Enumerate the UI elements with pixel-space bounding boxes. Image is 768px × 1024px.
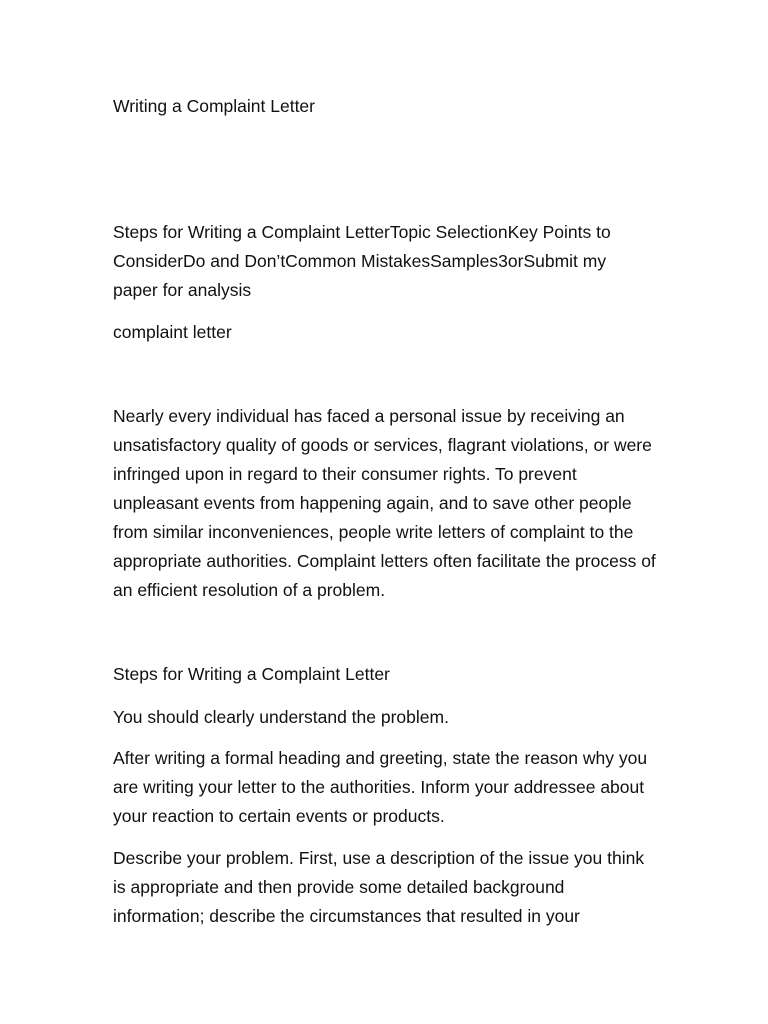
keyword-text: complaint letter	[113, 322, 232, 342]
section-heading: Steps for Writing a Complaint Letter	[113, 664, 390, 684]
step-paragraph-1: You should clearly understand the problem.	[113, 707, 449, 727]
intro-paragraph: Nearly every individual has faced a personal issue by receiving an unsatisfactory quality of goods or services, flagrant violations, or were infringed upon in regard to their consumer rights. To prevent unpleasant events from happening again, and to save other people from similar inconveniences, people write letters of complaint to the appropriate authorities. Complaint letters often facilitate the process of an efficient resolution of a problem.	[113, 406, 656, 600]
table-of-contents-text: Steps for Writing a Complaint LetterTopic SelectionKey Points to ConsiderDo and Don’tCommon MistakesSamples3orSubmit my paper for analysis	[113, 222, 611, 300]
step-paragraph-2: After writing a formal heading and greeting, state the reason why you are writing your letter to the authorities. Inform your addressee about your reaction to certain events or products.	[113, 748, 648, 826]
step-paragraph-3: Describe your problem. First, use a description of the issue you think is appropriate and then provide some detailed background information; describe the circumstances that resulted in your	[113, 848, 645, 926]
document-title: Writing a Complaint Letter	[113, 96, 315, 116]
